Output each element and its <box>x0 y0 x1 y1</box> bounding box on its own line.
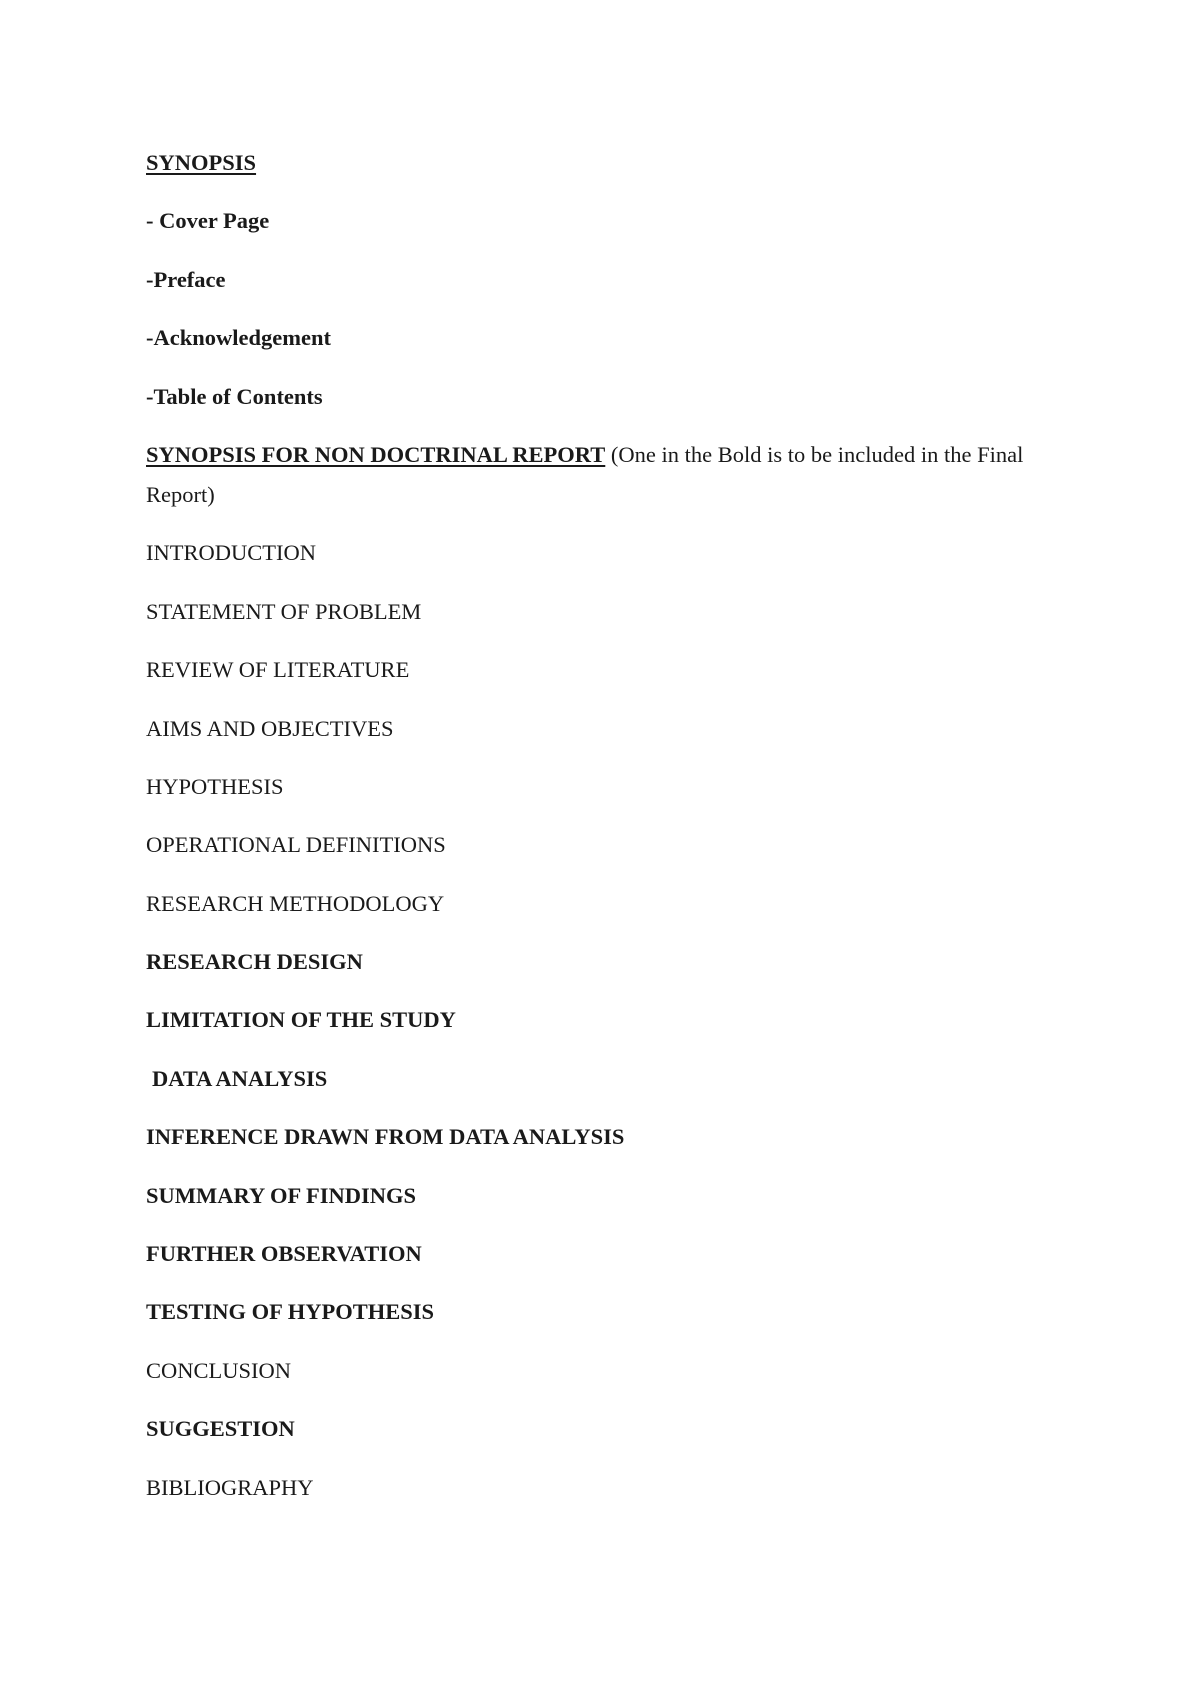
outline-item-review-of-literature: REVIEW OF LITERATURE <box>146 657 410 683</box>
front-matter-item-preface: -Preface <box>146 266 226 292</box>
outline-item-suggestion: SUGGESTION <box>146 1416 295 1442</box>
front-matter-item-acknowledgement: -Acknowledgement <box>146 325 331 351</box>
outline-item-conclusion: CONCLUSION <box>146 1357 292 1383</box>
section-note: (One in the Bold is to be included in the Final Report) <box>146 441 1024 507</box>
section-heading-paragraph <box>146 435 1066 515</box>
outline-item-testing-of-hypothesis: TESTING OF HYPOTHESIS <box>146 1299 434 1325</box>
outline-item-research-design: RESEARCH DESIGN <box>146 949 363 975</box>
outline-item-summary-of-findings: SUMMARY OF FINDINGS <box>146 1182 417 1208</box>
outline-item-further-observation: FURTHER OBSERVATION <box>146 1241 422 1267</box>
outline-item-introduction: INTRODUCTION <box>146 540 316 566</box>
outline-item-data-analysis: DATA ANALYSIS <box>152 1065 328 1091</box>
outline-item-operational-definitions: OPERATIONAL DEFINITIONS <box>146 832 446 858</box>
outline-item-inference-drawn: INFERENCE DRAWN FROM DATA ANALYSIS <box>146 1124 625 1150</box>
outline-item-bibliography: BIBLIOGRAPHY <box>146 1474 314 1500</box>
outline-item-statement-of-problem: STATEMENT OF PROBLEM <box>146 598 422 624</box>
outline-item-research-methodology: RESEARCH METHODOLOGY <box>146 890 445 916</box>
outline-item-hypothesis: HYPOTHESIS <box>146 773 284 799</box>
outline-item-aims-and-objectives: AIMS AND OBJECTIVES <box>146 715 394 741</box>
document-body <box>146 143 1066 1526</box>
outline-item-limitation-of-the-study: LIMITATION OF THE STUDY <box>146 1007 456 1033</box>
document-title: SYNOPSIS <box>146 150 257 175</box>
front-matter-item-cover-page: - Cover Page <box>146 208 270 234</box>
front-matter-item-table-of-contents: -Table of Contents <box>146 383 323 409</box>
section-heading: SYNOPSIS FOR NON DOCTRINAL REPORT <box>146 441 606 467</box>
